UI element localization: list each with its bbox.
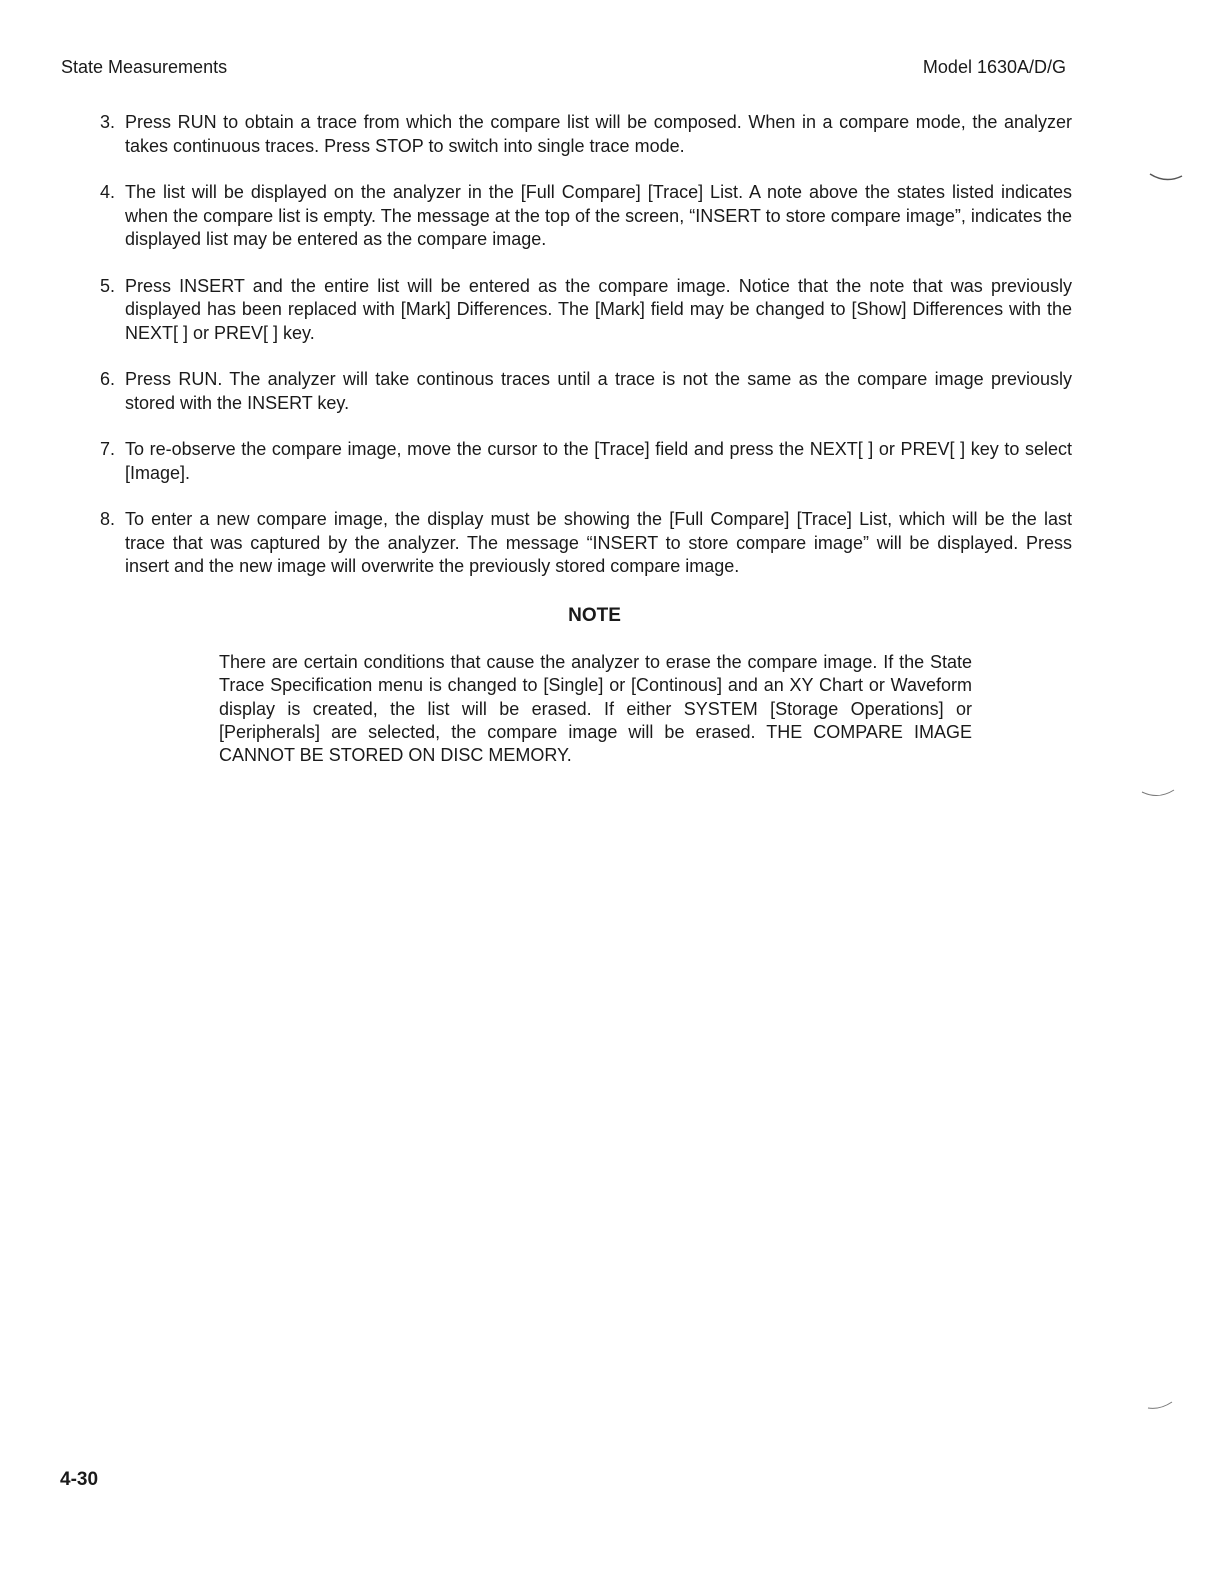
scan-mark-top (1148, 170, 1188, 190)
header-section-title: State Measurements (61, 57, 228, 77)
step-text: To enter a new compare image, the display must be showing the [Full Compare] [Trace] List, which will be the last trace that was captured by the analyzer. The message “INSERT to store compare image” will be displayed. Press insert and the new image will overwrite the previously stored compare image. (125, 509, 1072, 576)
page-number: 4-30 (60, 1469, 99, 1490)
step-text: Press RUN. The analyzer will take continous traces until a trace is not the same as the compare image previously stored with the INSERT key. (125, 369, 1072, 413)
step-item (97, 275, 1072, 346)
step-number: 3. (100, 112, 116, 132)
step-text: Press INSERT and the entire list will be entered as the compare image. Notice that the note that was previously displayed has been replaced with [Mark] Differences. The [Mark] field may be changed to [Show] Differences with the NEXT[ ] or PREV[ ] key. (125, 275, 1072, 343)
step-item (97, 368, 1072, 415)
step-item (97, 438, 1072, 485)
step-text: To re-observe the compare image, move the cursor to the [Trace] field and press the NEXT[ ] or PREV[ ] key to select [Image]. (125, 439, 1072, 483)
note-body: There are certain conditions that cause the analyzer to erase the compare image. If the State Trace Specification menu is changed to [Single] or [Continous] and an XY Chart or Waveform display is created, the list will be erased. If either SYSTEM [Storage Operations] or [Peripherals] are selected, the compare image will be erased. THE COMPARE IMAGE CANNOT BE STORED ON DISC MEMORY. (219, 652, 972, 766)
step-item (97, 181, 1072, 252)
step-item (97, 508, 1072, 579)
header-model: Model 1630A/D/G (922, 57, 1066, 77)
step-item (97, 111, 1072, 158)
step-number: 5. (100, 275, 116, 296)
procedure-steps (97, 111, 1072, 602)
step-text: The list will be displayed on the analyzer in the [Full Compare] [Trace] List. A note above the states listed indicates when the compare list is empty. The message at the top of the screen, “INSERT to store compare image”, indicates the displayed list may be entered as the compare image. (125, 182, 1072, 249)
step-text: Press RUN to obtain a trace from which the compare list will be composed. When in a compare mode, the analyzer takes continuous traces. Press STOP to switch into single trace mode. (125, 112, 1072, 156)
step-number: 7. (100, 439, 116, 459)
note-heading: NOTE (568, 605, 621, 626)
step-number: 6. (100, 369, 116, 389)
step-number: 8. (100, 509, 116, 529)
step-number: 4. (100, 182, 116, 202)
scan-mark-middle (1140, 786, 1180, 802)
scan-mark-bottom (1146, 1398, 1176, 1414)
